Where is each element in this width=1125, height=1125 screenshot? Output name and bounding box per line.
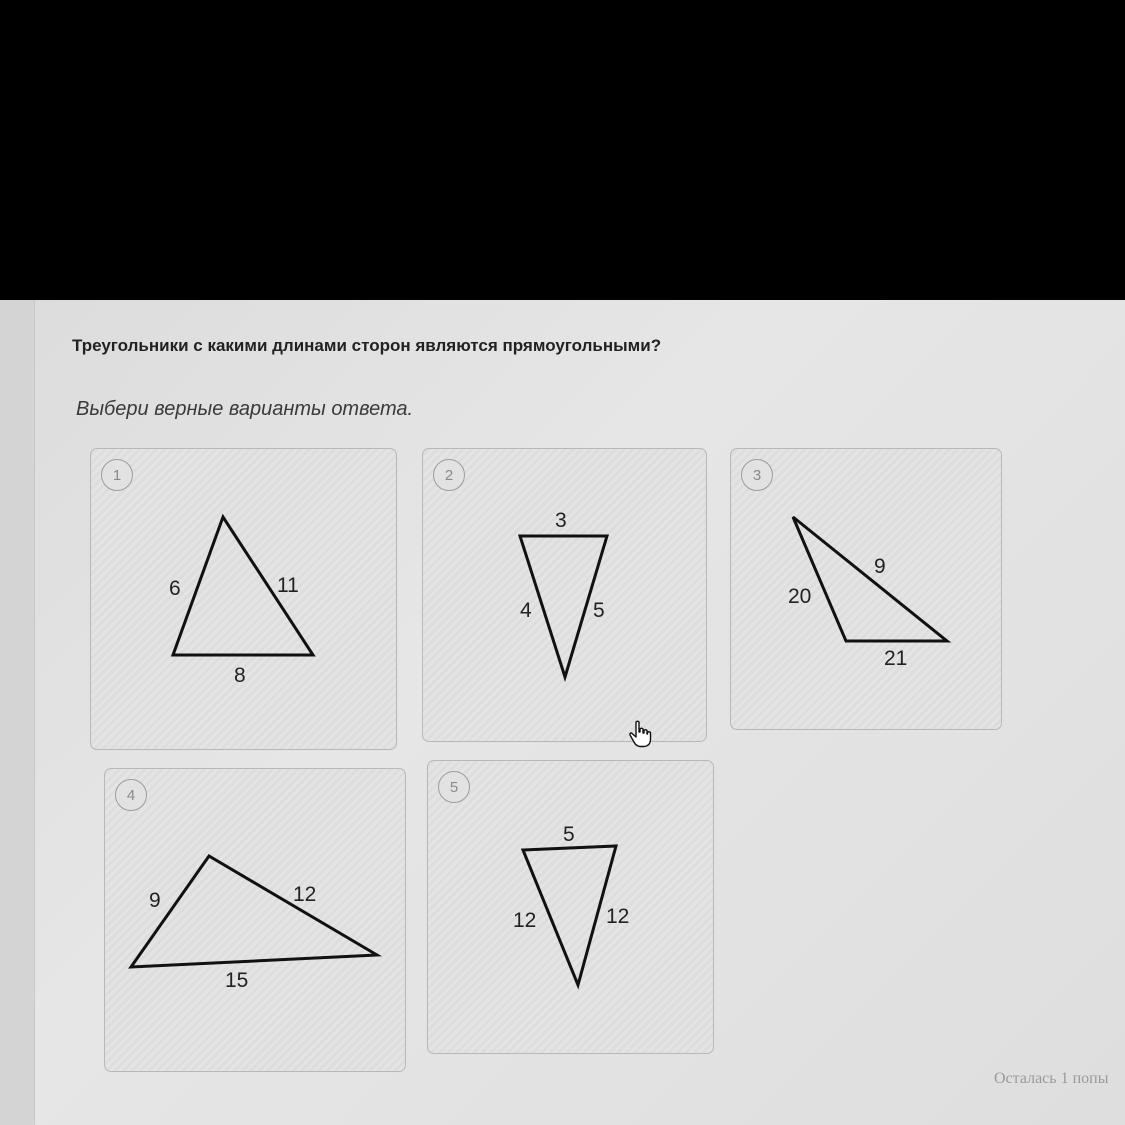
- side-label-top: 5: [563, 823, 575, 846]
- side-label-left: 4: [520, 599, 532, 622]
- answer-option-1[interactable]: [90, 448, 397, 750]
- option-number-badge: 4: [115, 779, 147, 811]
- answer-option-5[interactable]: [427, 760, 714, 1054]
- answer-option-4[interactable]: [104, 768, 406, 1072]
- side-label-right: 9: [874, 555, 886, 578]
- side-label-right: 12: [606, 905, 630, 928]
- answer-option-2[interactable]: [422, 448, 707, 742]
- triangle-2-figure: [423, 449, 706, 741]
- answer-option-3[interactable]: [730, 448, 1002, 730]
- triangle-4-figure: [105, 769, 405, 1071]
- question-text: Треугольники с какими длинами сторон являются прямоугольными?: [72, 336, 662, 355]
- side-label-right: 11: [277, 574, 299, 597]
- triangle-5-figure: [428, 761, 713, 1053]
- triangle-5-shape: [523, 846, 616, 985]
- side-label-top: 3: [555, 509, 567, 532]
- side-label-left: 20: [788, 585, 812, 608]
- side-label-bottom: 21: [884, 647, 908, 670]
- option-number-badge: 3: [741, 459, 773, 491]
- side-label-left: 6: [169, 577, 181, 600]
- triangle-1-figure: [91, 449, 396, 749]
- side-label-right: 5: [593, 599, 605, 622]
- quiz-screen: [0, 300, 1125, 1125]
- triangle-3-figure: [731, 449, 1001, 729]
- hand-pointer-icon: [628, 720, 652, 748]
- side-label-bottom: 15: [225, 969, 249, 992]
- attempts-left-text: Осталась 1 попы: [994, 1070, 1109, 1087]
- option-number-badge: 5: [438, 771, 470, 803]
- option-number-badge: 1: [101, 459, 133, 491]
- left-rail: [0, 300, 35, 1125]
- side-label-right: 12: [293, 883, 317, 906]
- triangle-3-shape: [793, 517, 947, 641]
- triangle-4-shape: [131, 856, 377, 967]
- side-label-left: 9: [149, 889, 161, 912]
- side-label-bottom: 8: [234, 664, 246, 687]
- option-number-badge: 2: [433, 459, 465, 491]
- instruction-text: Выбери верные варианты ответа.: [76, 398, 414, 420]
- side-label-left: 12: [513, 909, 537, 932]
